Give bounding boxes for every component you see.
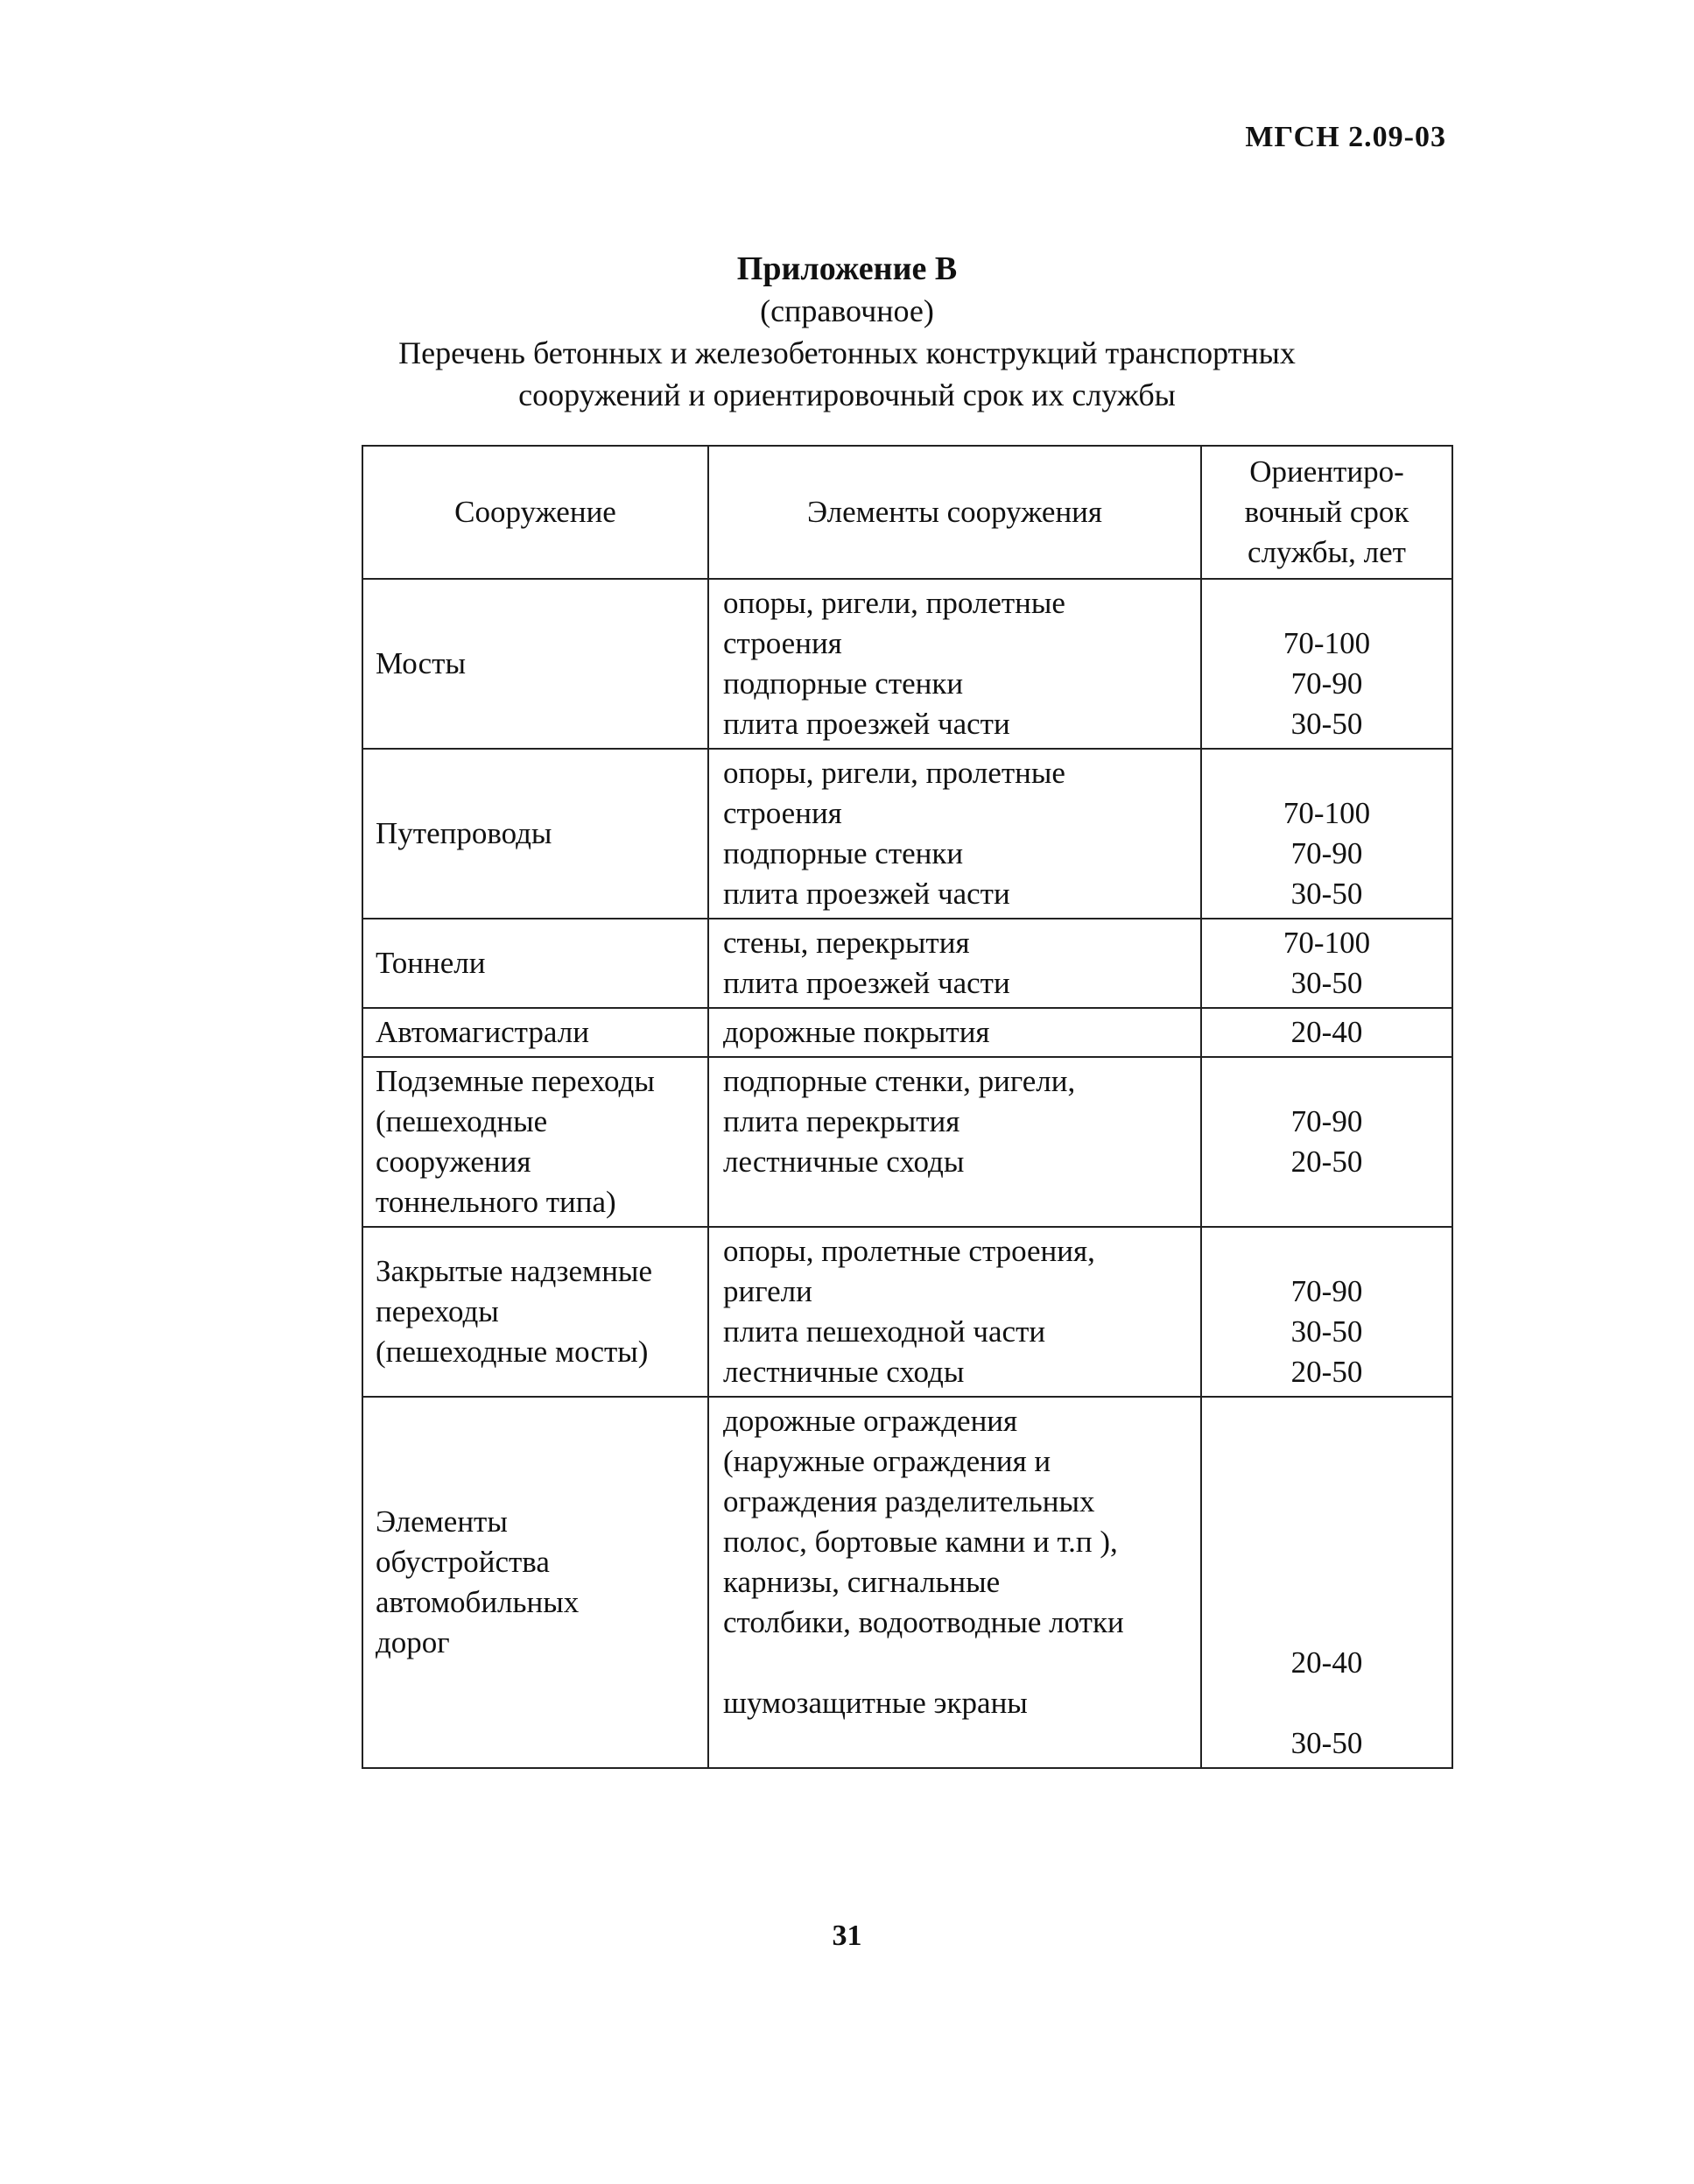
table-row (362, 1397, 1452, 1768)
structure-cell: Закрытые надземные переходы (пешеходные мосты) (362, 1227, 708, 1397)
service-life-cell: 70-100 70-90 30-50 (1201, 749, 1452, 919)
service-life-cell: 70-90 20-50 (1201, 1057, 1452, 1227)
service-life-cell: 70-100 70-90 30-50 (1201, 579, 1452, 749)
reference-note: (справочное) (760, 293, 934, 328)
service-life-table-container (362, 445, 1451, 1769)
structure-cell: Путепроводы (362, 749, 708, 919)
structure-cell: Автомагистрали (362, 1008, 708, 1057)
table-row (362, 1057, 1452, 1227)
appendix-label: Приложение В (736, 250, 958, 287)
service-life-cell: 70-90 30-50 20-50 (1201, 1227, 1452, 1397)
table-header-row (362, 446, 1452, 579)
table-row (362, 1008, 1452, 1057)
service-life-cell: 20-40 (1201, 1008, 1452, 1057)
document-code: МГСН 2.09-03 (1245, 121, 1446, 153)
elements-cell: подпорные стенки, ригели, плита перекрытия лестничные сходы (708, 1057, 1201, 1227)
elements-cell: опоры, ригели, пролетные строения подпорные стенки плита проезжей части (708, 749, 1201, 919)
table-row (362, 749, 1452, 919)
column-header-structure: Сооружение (362, 446, 708, 579)
table-title-line-1: Перечень бетонных и железобетонных конструкций транспортных (398, 335, 1296, 370)
elements-cell: дорожные ограждения (наружные ограждения и ограждения разделительных полос, бортовые камни и т.п ), карнизы, сигнальные столбики, водоотводные лотки шумозащитные экраны (708, 1397, 1201, 1768)
elements-cell: стены, перекрытия плита проезжей части (708, 919, 1201, 1008)
appendix-heading (0, 248, 1694, 416)
elements-cell: опоры, пролетные строения, ригели плита пешеходной части лестничные сходы (708, 1227, 1201, 1397)
table-row (362, 1227, 1452, 1397)
service-life-table (362, 445, 1453, 1769)
table-row (362, 919, 1452, 1008)
table-row (362, 579, 1452, 749)
service-life-cell: 70-100 30-50 (1201, 919, 1452, 1008)
column-header-elements: Элементы сооружения (708, 446, 1201, 579)
table-title-line-2: сооружений и ориентировочный срок их службы (518, 377, 1176, 412)
structure-cell: Элементы обустройства автомобильных дорог (362, 1397, 708, 1768)
page-number: 31 (832, 1920, 862, 1952)
structure-cell: Подземные переходы (пешеходные сооружения тоннельного типа) (362, 1057, 708, 1227)
elements-cell: опоры, ригели, пролетные строения подпорные стенки плита проезжей части (708, 579, 1201, 749)
column-header-service-life (1201, 446, 1452, 579)
elements-cell: дорожные покрытия (708, 1008, 1201, 1057)
structure-cell: Мосты (362, 579, 708, 749)
service-life-cell: 20-40 30-50 (1201, 1397, 1452, 1768)
service-life-header-text: Ориентиро- вочный срок службы, лет (1244, 454, 1409, 569)
structure-cell: Тоннели (362, 919, 708, 1008)
